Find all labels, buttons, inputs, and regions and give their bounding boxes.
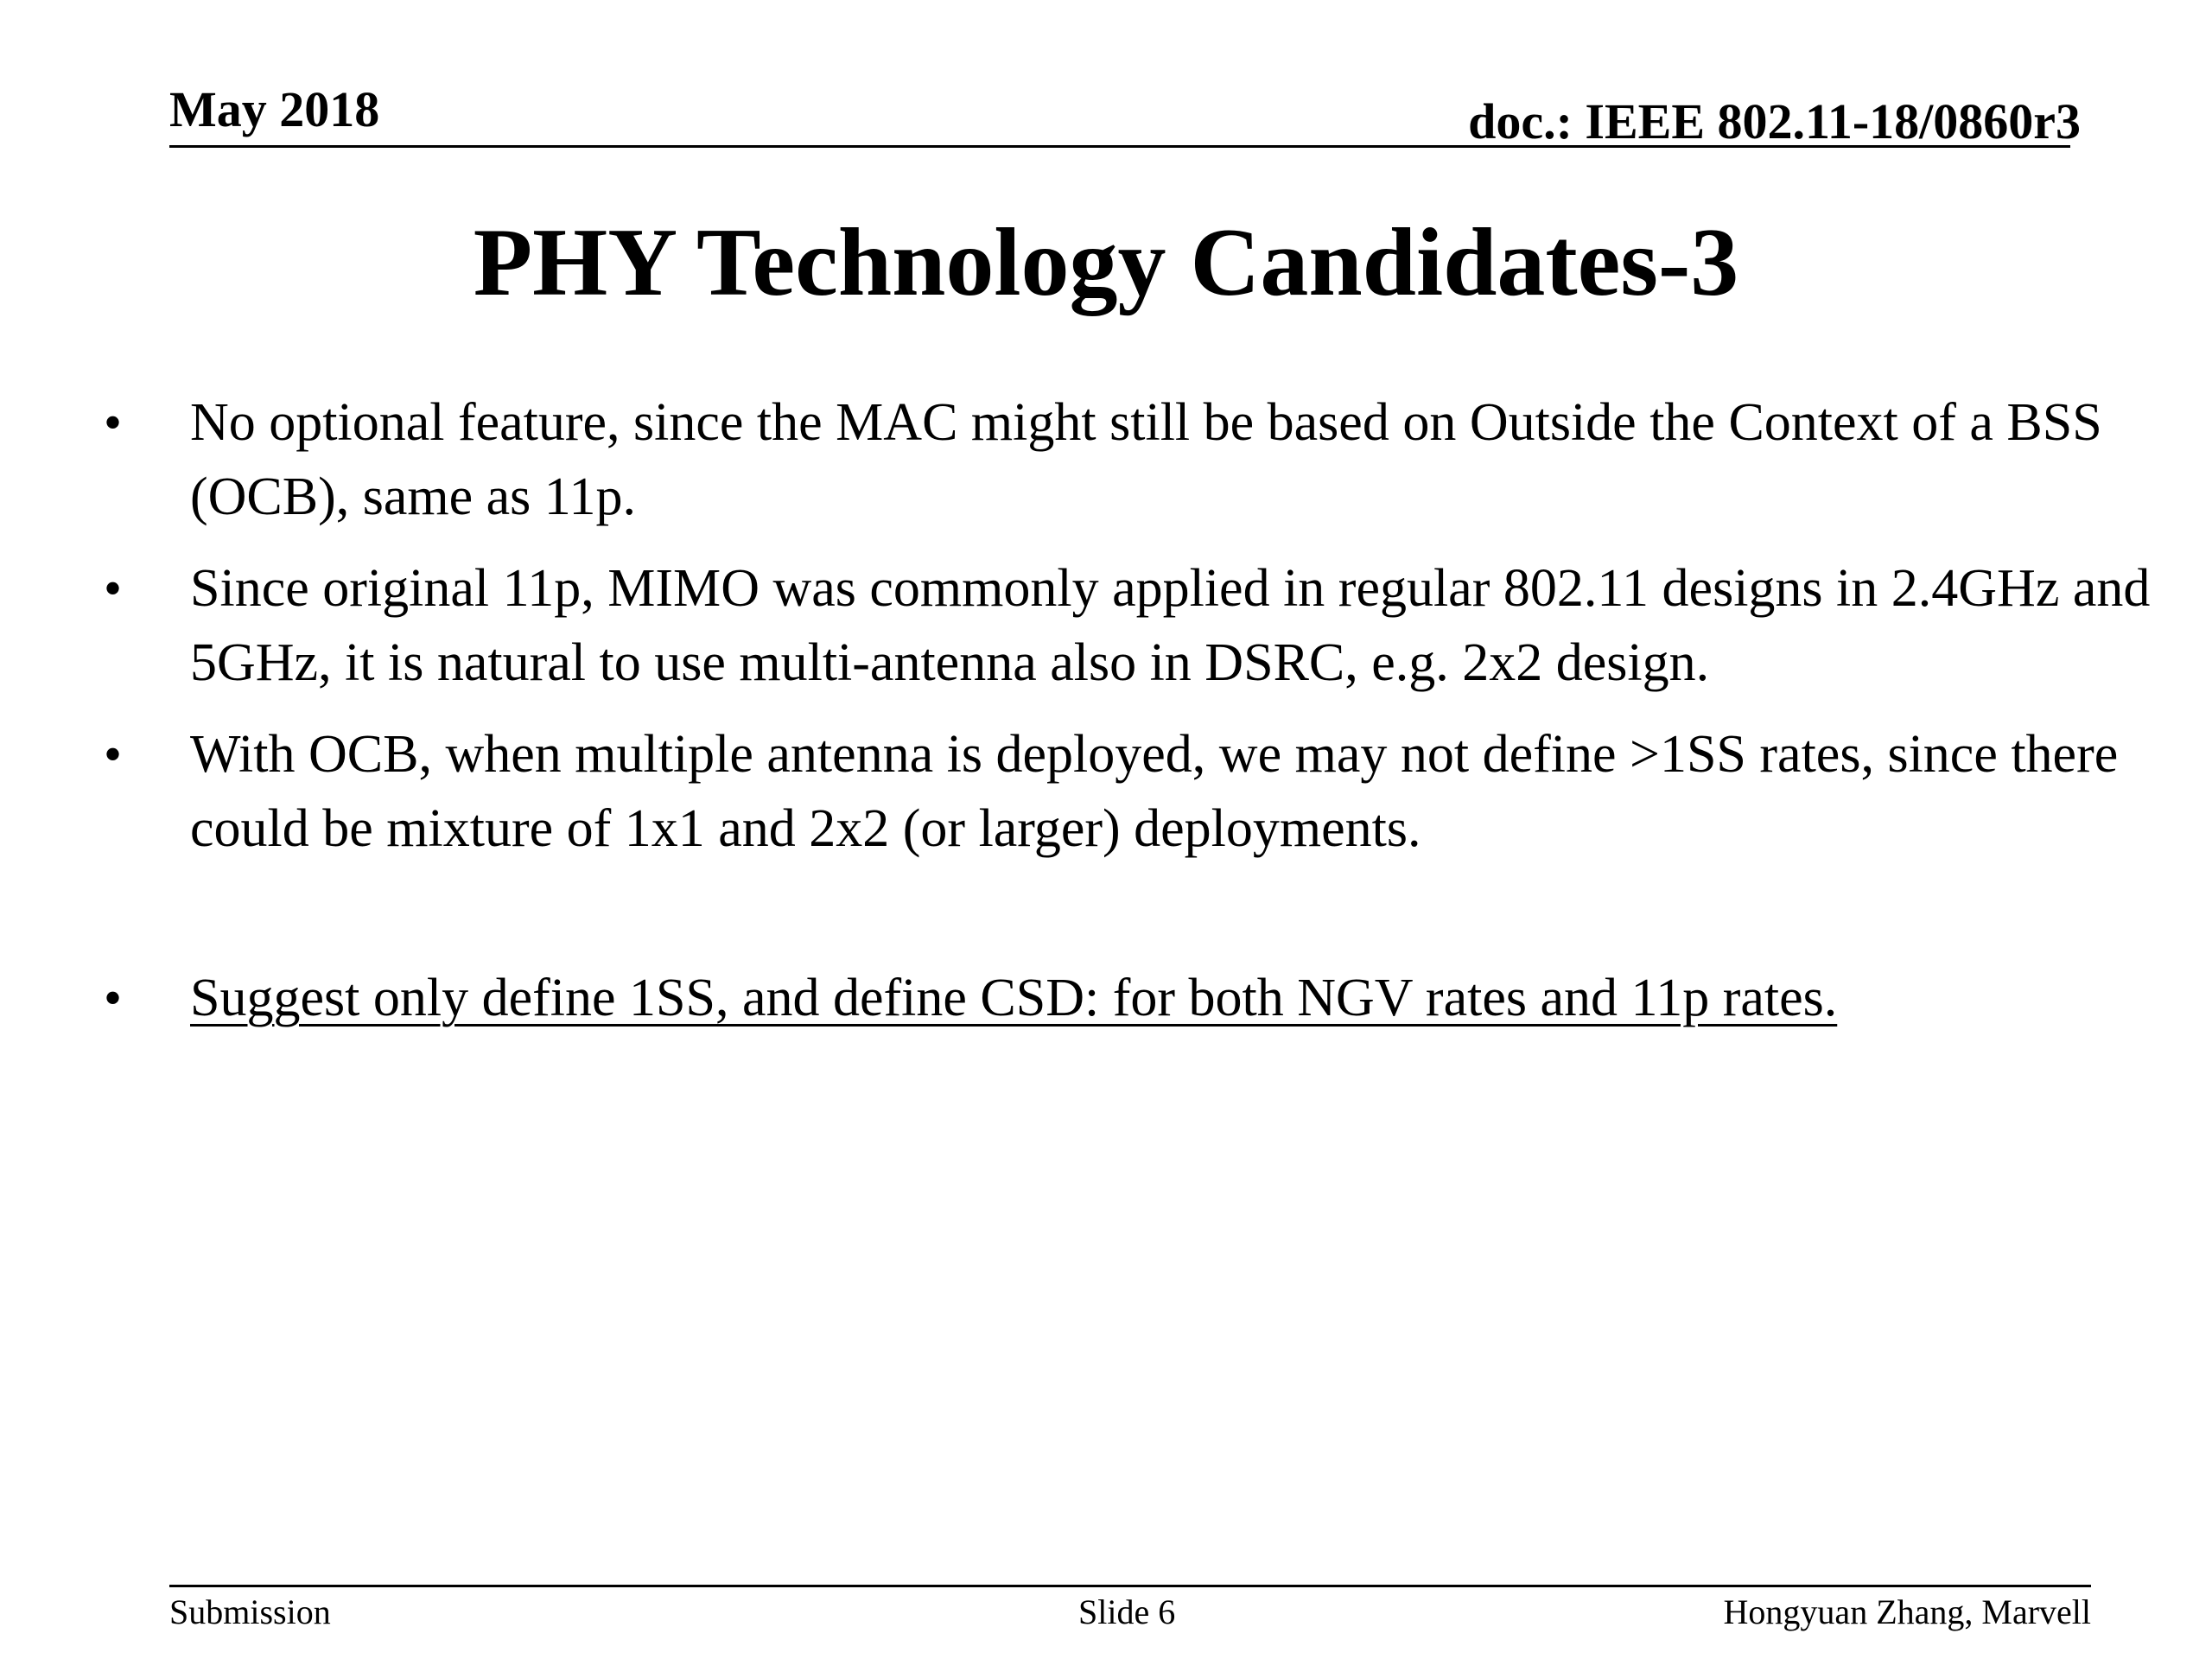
slide-title: PHY Technology Candidates-3 (473, 209, 1739, 316)
bullet-text-underlined: Suggest only define 1SS, and define CSD: for both NGV rates and 11p rates. (190, 969, 1838, 1027)
bullet-text: No optional feature, since the MAC might still be based on Outside the Context of a BSS (OCB), same as 11p. (190, 393, 2102, 526)
header-divider (169, 145, 2070, 148)
footer-divider (169, 1585, 2091, 1587)
bullet-item-multi-antenna (104, 717, 2160, 866)
bullet-text: With OCB, when multiple antenna is deployed, we may not define >1SS rates, since there could be mixture of 1x1 and 2x2 (or larger) deployments. (190, 725, 2119, 858)
bullet-item-ocb (104, 385, 2160, 534)
bullet-marker: • (104, 394, 123, 451)
bullet-marker: • (104, 969, 123, 1027)
footer-slide-number: Slide 6 (1078, 1592, 1176, 1631)
bullet-item-suggestion (104, 961, 2160, 1035)
bullet-list (104, 385, 2160, 1052)
bullet-marker: • (104, 560, 123, 617)
bullet-marker: • (104, 726, 123, 783)
bullet-text: Since original 11p, MIMO was commonly applied in regular 802.11 designs in 2.4GHz and 5GHz, it is natural to use multi-antenna also in DSRC, e.g. 2x2 design. (190, 559, 2151, 692)
footer-author: Hongyuan Zhang, Marvell (1723, 1592, 2091, 1631)
header-date: May 2018 (169, 81, 380, 137)
header-document-id: doc.: IEEE 802.11-18/0860r3 (1468, 93, 2081, 149)
footer-submission: Submission (169, 1592, 331, 1631)
bullet-item-mimo (104, 551, 2160, 700)
